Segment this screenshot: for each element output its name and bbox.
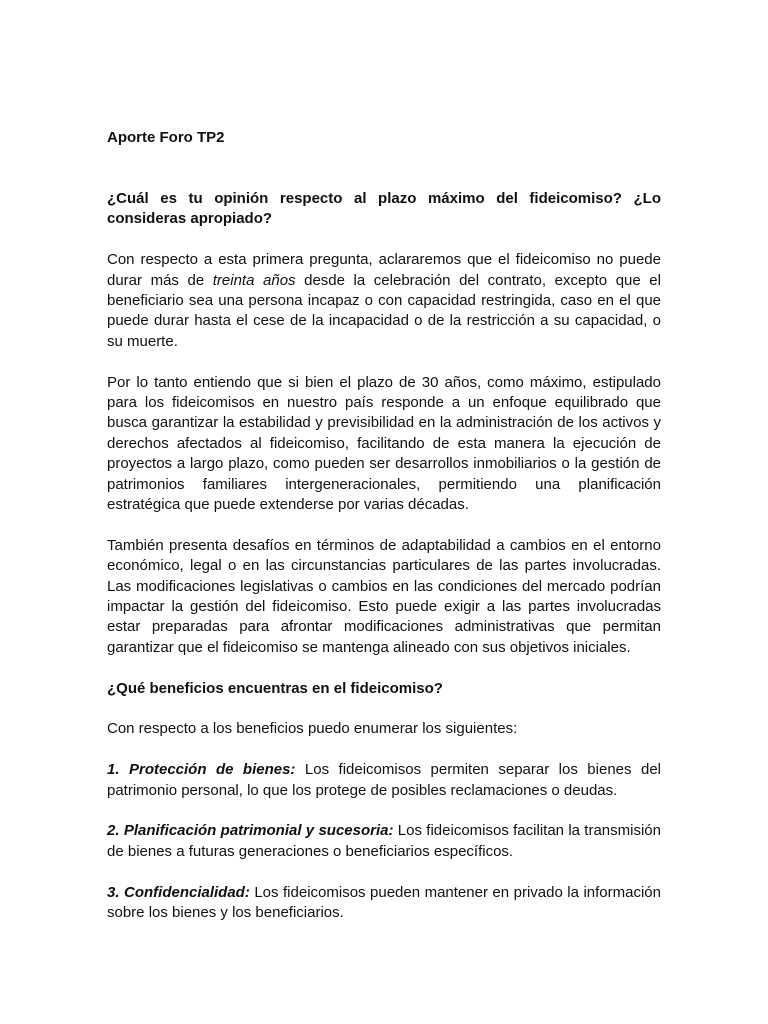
benefit-item bbox=[107, 821, 661, 862]
paragraph-desafios: También presenta desafíos en términos de adaptabilidad a cambios en el entorno económico, legal o en las circunstancias particulares de las partes involucradas. Las modificaciones legislativas o cambios en las condiciones del mercado podrían impactar la gestión del fideicomiso. Esto puede exigir a las partes involucradas estar preparadas para afrontar modificaciones administrativas que permitan garantizar que el fideicomiso se mantenga alineado con sus objetivos iniciales. bbox=[107, 536, 661, 656]
paragraph-opinion: Por lo tanto entiendo que si bien el plazo de 30 años, como máximo, estipulado para los fideicomisos en nuestro país responde a un enfoque equilibrado que busca garantizar la estabilidad y previsibilidad en la administración de los activos y derechos afectados al fideicomiso, facilitando de esta manera la ejecución de proyectos a largo plazo, como pueden ser desarrollos inmobiliarios o la gestión de patrimonios familiares intergeneracionales, permitiendo una planificación estratégica que puede extenderse por varias décadas. bbox=[107, 373, 661, 514]
question-beneficios: ¿Qué beneficios encuentras en el fideicomiso? bbox=[107, 679, 443, 697]
benefit-text: Los fideicomisos pueden mantener en privado la información sobre los bienes y los beneficiarios. bbox=[107, 883, 661, 922]
benefit-label: 2. Planificación patrimonial y sucesoria: bbox=[107, 822, 394, 840]
question-plazo-maximo: ¿Cuál es tu opinión respecto al plazo máximo del fideicomiso? ¿Lo consideras apropiado? bbox=[107, 190, 661, 228]
benefit-item bbox=[107, 883, 661, 924]
paragraph-plazo bbox=[107, 250, 661, 352]
benefit-text: Los fideicomisos facilitan la transmisión de bienes a futuras generaciones o beneficiarios específicos. bbox=[107, 822, 661, 860]
paragraph-beneficios-intro: Con respecto a los beneficios puedo enumerar los siguientes: bbox=[107, 720, 518, 738]
benefit-label: 3. Confidencialidad: bbox=[107, 883, 250, 901]
document-title: Aporte Foro TP2 bbox=[107, 129, 225, 146]
paragraph-plazo-part-b: desde la celebración del contrato, excepto que el beneficiario sea una persona incapaz o con capacidad restringida, caso en el que puede durar hasta el cese de la incapacidad o de la restricción a su capacidad, o su muerte. bbox=[107, 271, 661, 350]
document-body bbox=[107, 128, 661, 924]
emphasis-treinta-anos: treinta años bbox=[212, 271, 296, 289]
paragraph-plazo-part-a: Con respecto a esta primera pregunta, aclararemos que el fideicomiso no puede durar más de bbox=[107, 251, 661, 289]
benefit-text: Los fideicomisos permiten separar los bienes del patrimonio personal, lo que los protege de posibles reclamaciones o deudas. bbox=[107, 761, 661, 799]
benefit-label: 1. Protección de bienes: bbox=[107, 761, 296, 779]
benefit-item bbox=[107, 760, 661, 801]
